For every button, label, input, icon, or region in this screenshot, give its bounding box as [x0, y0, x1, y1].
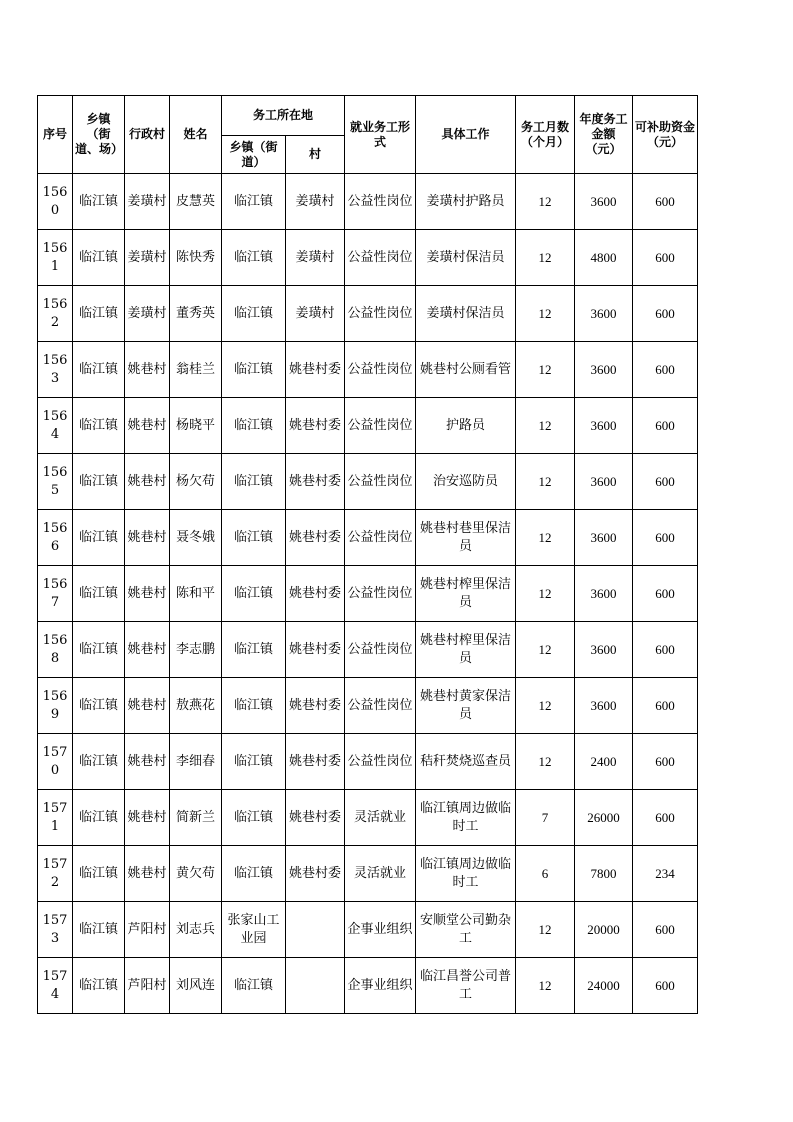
cell-subsidy: 600	[633, 790, 698, 846]
header-annual-amount: 年度务工金额（元）	[575, 96, 633, 174]
cell-employment-form: 灵活就业	[345, 790, 416, 846]
cell-village: 姚巷村	[125, 510, 170, 566]
cell-seq: 1564	[38, 398, 73, 454]
cell-town: 临江镇	[73, 454, 125, 510]
cell-annual-amount: 7800	[575, 846, 633, 902]
cell-work-village: 姚巷村委	[286, 566, 345, 622]
cell-annual-amount: 2400	[575, 734, 633, 790]
cell-seq: 1573	[38, 902, 73, 958]
table-body	[38, 174, 698, 1014]
cell-months: 12	[516, 174, 575, 230]
cell-seq: 1567	[38, 566, 73, 622]
cell-town: 临江镇	[73, 230, 125, 286]
cell-work-town: 临江镇	[222, 174, 286, 230]
cell-name: 杨欠苟	[170, 454, 222, 510]
cell-annual-amount: 4800	[575, 230, 633, 286]
header-name: 姓名	[170, 96, 222, 174]
cell-work-village: 姚巷村委	[286, 510, 345, 566]
cell-name: 皮慧英	[170, 174, 222, 230]
cell-town: 临江镇	[73, 958, 125, 1014]
cell-work-village: 姚巷村委	[286, 398, 345, 454]
cell-annual-amount: 3600	[575, 174, 633, 230]
cell-name: 简新兰	[170, 790, 222, 846]
cell-job: 临江昌誉公司普工	[416, 958, 516, 1014]
cell-work-village: 姚巷村委	[286, 790, 345, 846]
cell-job: 姚巷村榨里保洁员	[416, 622, 516, 678]
cell-annual-amount: 3600	[575, 622, 633, 678]
cell-months: 7	[516, 790, 575, 846]
cell-employment-form: 公益性岗位	[345, 286, 416, 342]
cell-employment-form: 公益性岗位	[345, 678, 416, 734]
cell-name: 陈和平	[170, 566, 222, 622]
cell-village: 姚巷村	[125, 454, 170, 510]
cell-village: 姚巷村	[125, 734, 170, 790]
cell-town: 临江镇	[73, 734, 125, 790]
cell-job: 治安巡防员	[416, 454, 516, 510]
cell-annual-amount: 24000	[575, 958, 633, 1014]
cell-seq: 1565	[38, 454, 73, 510]
cell-name: 刘风连	[170, 958, 222, 1014]
table-row	[38, 846, 698, 902]
cell-subsidy: 600	[633, 902, 698, 958]
cell-job: 姚巷村公厕看管	[416, 342, 516, 398]
cell-annual-amount: 20000	[575, 902, 633, 958]
cell-employment-form: 公益性岗位	[345, 734, 416, 790]
cell-seq: 1574	[38, 958, 73, 1014]
table-row	[38, 734, 698, 790]
cell-subsidy: 600	[633, 398, 698, 454]
cell-name: 李细春	[170, 734, 222, 790]
cell-town: 临江镇	[73, 622, 125, 678]
cell-months: 12	[516, 678, 575, 734]
cell-job: 安顺堂公司勤杂工	[416, 902, 516, 958]
table-header	[38, 96, 698, 174]
cell-name: 杨晓平	[170, 398, 222, 454]
table-row	[38, 958, 698, 1014]
cell-job: 姚巷村榨里保洁员	[416, 566, 516, 622]
cell-village: 姚巷村	[125, 398, 170, 454]
cell-annual-amount: 3600	[575, 510, 633, 566]
cell-job: 姜璜村保洁员	[416, 230, 516, 286]
cell-annual-amount: 26000	[575, 790, 633, 846]
cell-town: 临江镇	[73, 678, 125, 734]
cell-seq: 1571	[38, 790, 73, 846]
table-row	[38, 398, 698, 454]
cell-town: 临江镇	[73, 286, 125, 342]
header-work-village: 村	[286, 136, 345, 174]
cell-subsidy: 600	[633, 454, 698, 510]
cell-employment-form: 公益性岗位	[345, 566, 416, 622]
cell-seq: 1560	[38, 174, 73, 230]
cell-name: 陈快秀	[170, 230, 222, 286]
cell-name: 黄欠苟	[170, 846, 222, 902]
cell-months: 12	[516, 958, 575, 1014]
table-row	[38, 454, 698, 510]
cell-months: 12	[516, 398, 575, 454]
cell-employment-form: 公益性岗位	[345, 510, 416, 566]
cell-job: 临江镇周边做临时工	[416, 790, 516, 846]
cell-village: 芦阳村	[125, 902, 170, 958]
cell-job: 临江镇周边做临时工	[416, 846, 516, 902]
cell-town: 临江镇	[73, 398, 125, 454]
cell-work-village: 姚巷村委	[286, 454, 345, 510]
cell-work-town: 临江镇	[222, 734, 286, 790]
cell-employment-form: 公益性岗位	[345, 174, 416, 230]
cell-seq: 1572	[38, 846, 73, 902]
cell-name: 敖燕花	[170, 678, 222, 734]
table-row	[38, 342, 698, 398]
cell-employment-form: 公益性岗位	[345, 230, 416, 286]
table-row	[38, 286, 698, 342]
cell-seq: 1569	[38, 678, 73, 734]
cell-name: 聂冬娥	[170, 510, 222, 566]
cell-subsidy: 600	[633, 958, 698, 1014]
header-months: 务工月数（个月）	[516, 96, 575, 174]
cell-village: 姚巷村	[125, 566, 170, 622]
cell-work-town: 临江镇	[222, 790, 286, 846]
cell-work-village: 姚巷村委	[286, 622, 345, 678]
cell-employment-form: 公益性岗位	[345, 622, 416, 678]
cell-subsidy: 600	[633, 566, 698, 622]
cell-work-village	[286, 958, 345, 1014]
cell-employment-form: 公益性岗位	[345, 342, 416, 398]
cell-annual-amount: 3600	[575, 566, 633, 622]
cell-months: 12	[516, 510, 575, 566]
cell-months: 12	[516, 566, 575, 622]
cell-village: 姜璜村	[125, 286, 170, 342]
cell-employment-form: 公益性岗位	[345, 398, 416, 454]
cell-subsidy: 234	[633, 846, 698, 902]
cell-subsidy: 600	[633, 678, 698, 734]
employment-subsidy-table	[37, 95, 698, 1014]
cell-months: 6	[516, 846, 575, 902]
cell-months: 12	[516, 734, 575, 790]
cell-work-town: 临江镇	[222, 566, 286, 622]
cell-months: 12	[516, 230, 575, 286]
cell-work-town: 临江镇	[222, 230, 286, 286]
header-job: 具体工作	[416, 96, 516, 174]
cell-town: 临江镇	[73, 342, 125, 398]
table-row	[38, 622, 698, 678]
cell-work-town: 临江镇	[222, 846, 286, 902]
cell-job: 姜璜村护路员	[416, 174, 516, 230]
cell-job: 姚巷村黄家保洁员	[416, 678, 516, 734]
cell-subsidy: 600	[633, 622, 698, 678]
table-row	[38, 174, 698, 230]
cell-subsidy: 600	[633, 734, 698, 790]
cell-job: 护路员	[416, 398, 516, 454]
cell-employment-form: 企事业组织	[345, 958, 416, 1014]
cell-employment-form: 灵活就业	[345, 846, 416, 902]
cell-village: 姚巷村	[125, 622, 170, 678]
cell-village: 姜璜村	[125, 230, 170, 286]
cell-subsidy: 600	[633, 174, 698, 230]
cell-work-town: 临江镇	[222, 678, 286, 734]
cell-name: 董秀英	[170, 286, 222, 342]
cell-seq: 1563	[38, 342, 73, 398]
cell-work-town: 临江镇	[222, 454, 286, 510]
cell-work-village	[286, 902, 345, 958]
cell-work-village: 姚巷村委	[286, 678, 345, 734]
cell-village: 姚巷村	[125, 790, 170, 846]
header-seq: 序号	[38, 96, 73, 174]
cell-annual-amount: 3600	[575, 454, 633, 510]
cell-town: 临江镇	[73, 902, 125, 958]
cell-name: 翁桂兰	[170, 342, 222, 398]
cell-work-village: 姚巷村委	[286, 734, 345, 790]
cell-work-town: 临江镇	[222, 286, 286, 342]
table-row	[38, 902, 698, 958]
cell-months: 12	[516, 902, 575, 958]
header-town: 乡镇（街道、场）	[73, 96, 125, 174]
cell-work-village: 姜璜村	[286, 286, 345, 342]
cell-subsidy: 600	[633, 230, 698, 286]
cell-seq: 1568	[38, 622, 73, 678]
cell-work-town: 张家山工业园	[222, 902, 286, 958]
cell-work-town: 临江镇	[222, 342, 286, 398]
cell-name: 刘志兵	[170, 902, 222, 958]
cell-village: 姚巷村	[125, 342, 170, 398]
cell-work-village: 姚巷村委	[286, 342, 345, 398]
cell-annual-amount: 3600	[575, 286, 633, 342]
cell-job: 秸秆焚烧巡查员	[416, 734, 516, 790]
cell-seq: 1561	[38, 230, 73, 286]
cell-town: 临江镇	[73, 790, 125, 846]
cell-village: 芦阳村	[125, 958, 170, 1014]
header-work-location: 务工所在地	[222, 96, 345, 136]
table-row	[38, 230, 698, 286]
cell-town: 临江镇	[73, 510, 125, 566]
cell-town: 临江镇	[73, 566, 125, 622]
cell-subsidy: 600	[633, 286, 698, 342]
cell-name: 李志鹏	[170, 622, 222, 678]
header-work-town: 乡镇（街道）	[222, 136, 286, 174]
cell-village: 姚巷村	[125, 678, 170, 734]
cell-subsidy: 600	[633, 510, 698, 566]
cell-months: 12	[516, 454, 575, 510]
cell-work-town: 临江镇	[222, 398, 286, 454]
cell-job: 姚巷村巷里保洁员	[416, 510, 516, 566]
cell-employment-form: 公益性岗位	[345, 454, 416, 510]
table-row	[38, 566, 698, 622]
cell-work-village: 姜璜村	[286, 174, 345, 230]
cell-work-town: 临江镇	[222, 958, 286, 1014]
table-row	[38, 510, 698, 566]
cell-months: 12	[516, 286, 575, 342]
cell-work-town: 临江镇	[222, 622, 286, 678]
cell-town: 临江镇	[73, 174, 125, 230]
cell-subsidy: 600	[633, 342, 698, 398]
table-row	[38, 790, 698, 846]
header-village: 行政村	[125, 96, 170, 174]
cell-work-village: 姜璜村	[286, 230, 345, 286]
cell-town: 临江镇	[73, 846, 125, 902]
cell-seq: 1562	[38, 286, 73, 342]
table-row	[38, 678, 698, 734]
cell-seq: 1570	[38, 734, 73, 790]
header-employment-form: 就业务工形式	[345, 96, 416, 174]
cell-work-town: 临江镇	[222, 510, 286, 566]
cell-annual-amount: 3600	[575, 342, 633, 398]
cell-annual-amount: 3600	[575, 398, 633, 454]
cell-months: 12	[516, 342, 575, 398]
cell-work-village: 姚巷村委	[286, 846, 345, 902]
header-subsidy: 可补助资金（元）	[633, 96, 698, 174]
cell-seq: 1566	[38, 510, 73, 566]
cell-village: 姚巷村	[125, 846, 170, 902]
cell-job: 姜璜村保洁员	[416, 286, 516, 342]
cell-village: 姜璜村	[125, 174, 170, 230]
cell-employment-form: 企事业组织	[345, 902, 416, 958]
cell-months: 12	[516, 622, 575, 678]
cell-annual-amount: 3600	[575, 678, 633, 734]
